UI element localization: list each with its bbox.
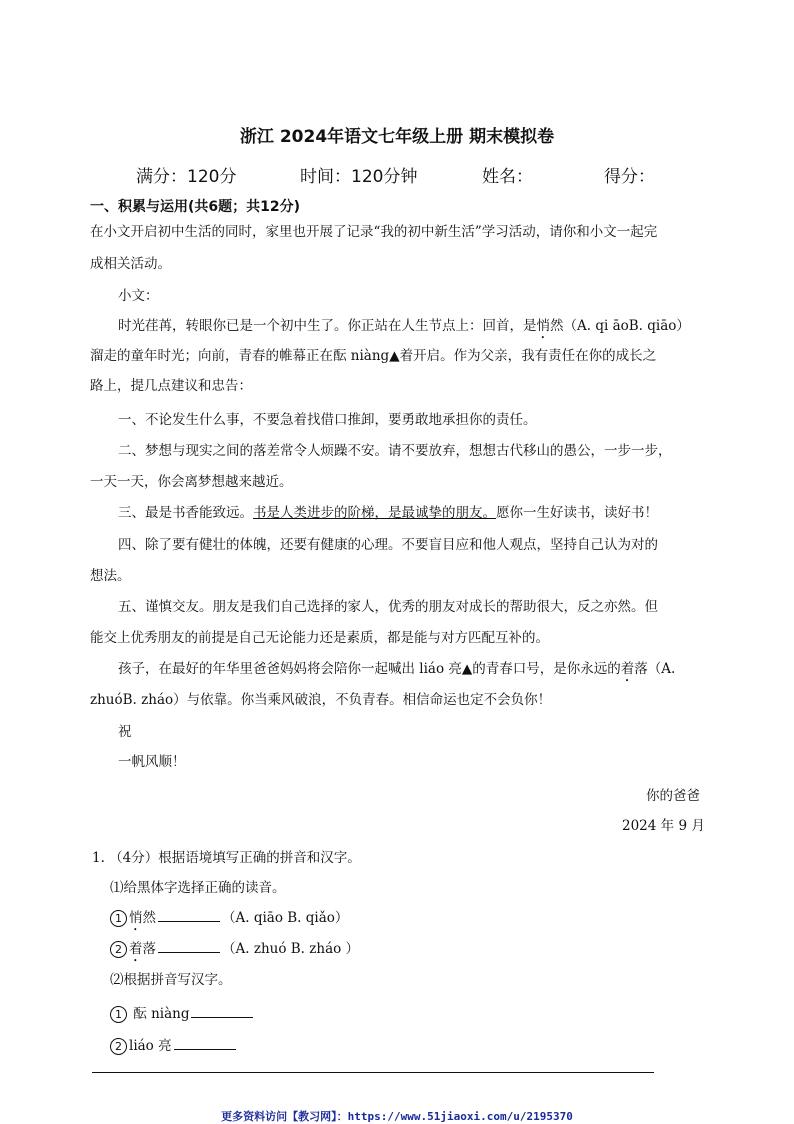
dotted-char: 悄 xyxy=(129,910,143,926)
answer-blank[interactable] xyxy=(158,907,220,922)
question-1-item-1 xyxy=(110,907,348,934)
letter-date: 2024 年 9 月 xyxy=(622,818,705,834)
question-1-sub-2: ⑵根据拼音写汉字。 xyxy=(110,972,232,988)
letter-p2: 一、不论发生什么事，不要急着找借口推卸，要勇敢地承担你的责任。 xyxy=(118,412,537,428)
question-1-stem: 1. （4分）根据语境填写正确的拼音和汉字。 xyxy=(92,850,361,866)
text-run: 时光荏苒，转眼你已是一个初中生了。你正站在人生节点上：回首，是 xyxy=(118,318,537,334)
letter-p3-line-2: 一天一天，你会离梦想越来越近。 xyxy=(90,474,293,490)
letter-p6-line-1: 五、谨慎交友。朋友是我们自己选择的家人，优秀的朋友对成长的帮助很大，反之亦然。但 xyxy=(118,599,658,615)
text-run: 然 xyxy=(142,910,156,926)
letter-p1-line-3: 路上，提几点建议和忠告： xyxy=(90,378,252,394)
answer-blank[interactable] xyxy=(158,938,220,953)
letter-p3-line-1: 二、梦想与现实之间的落差常令人烦躁不安。请不要放弃，想想古代移山的愚公，一步一步， xyxy=(118,443,672,459)
letter-wish: 一帆风顺！ xyxy=(118,754,186,770)
letter-p7-line-1 xyxy=(118,659,675,685)
letter-salutation: 小文： xyxy=(118,288,159,304)
intro-line-2: 成相关活动。 xyxy=(90,256,171,272)
footer-divider xyxy=(92,1072,654,1073)
text-run: 落（A. xyxy=(634,661,676,677)
dotted-char: 悄 xyxy=(536,318,550,334)
letter-p4 xyxy=(118,503,658,523)
section-heading: 一、积累与运用(共6题；共12分) xyxy=(90,199,301,215)
text-run: 酝 niàng xyxy=(129,1006,190,1022)
question-1-item-3 xyxy=(110,1003,255,1024)
question-1-item-2 xyxy=(110,938,359,965)
letter-p1-line-2: 溜走的童年时光；向前，青春的帷幕正在酝 niàng▲着开启。作为父亲，我有责任在你的成长之 xyxy=(90,348,657,364)
letter-p5-line-1: 四、除了要有健壮的体魄，还要有健康的心理。不要盲目应和他人观点，坚持自己认为对的 xyxy=(118,537,658,553)
circled-number: 2 xyxy=(110,941,127,958)
letter-p5-line-2: 想法。 xyxy=(90,568,131,584)
intro-line-1: 在小文开启初中生活的同时，家里也开展了记录“我的初中新生活”学习活动，请你和小文一起完 xyxy=(90,224,658,240)
text-run: 愿你一生好读书，读好书！ xyxy=(496,505,658,521)
letter-zhu: 祝 xyxy=(118,724,132,740)
score-label: 得分： xyxy=(604,167,655,187)
text-run: 三、最是书香能致远。 xyxy=(118,505,253,521)
text-run: liáo 亮 xyxy=(129,1038,172,1054)
text-run: 落 xyxy=(142,941,156,957)
circled-number: 1 xyxy=(110,910,127,927)
text-run: （A. qiāo B. qiǎo） xyxy=(222,910,349,926)
letter-p1-line-1 xyxy=(118,316,690,342)
circled-number: 2 xyxy=(110,1038,127,1055)
text-run: 孩子，在最好的年华里爸爸妈妈将会陪你一起喊出 liáo 亮▲的青春口号，是你永远的 xyxy=(118,661,621,677)
page-title: 浙江 2024年语文七年级上册 期末模拟卷 xyxy=(239,127,555,147)
letter-p7-line-2: zhuóB. zháo）与依靠。你当乘风破浪，不负青春。相信命运也定不会负你！ xyxy=(90,692,552,708)
circled-number: 1 xyxy=(110,1006,127,1023)
dotted-char: 着 xyxy=(620,661,635,677)
name-label: 姓名： xyxy=(482,167,533,187)
question-1-sub-1: ⑴给黑体字选择正确的读音。 xyxy=(110,880,286,896)
time-limit: 时间：120分钟 xyxy=(300,167,418,187)
dotted-char: 着 xyxy=(129,941,143,957)
text-run: 然（A. qi āoB. qiāo） xyxy=(550,318,690,334)
answer-blank[interactable] xyxy=(174,1035,236,1050)
underlined-sentence: 书是人类进步的阶梯，是最诚挚的朋友。 xyxy=(253,505,496,521)
text-run: （A. zhuó B. zháo ） xyxy=(222,941,360,957)
question-1-item-4 xyxy=(110,1035,238,1056)
letter-p6-line-2: 能交上优秀朋友的前提是自己无论能力还是素质，都是能与对方匹配互补的。 xyxy=(90,630,549,646)
answer-blank[interactable] xyxy=(191,1003,253,1018)
footer-link[interactable]: 更多资料访问【教习网】：https://www.51jiaoxi.com/u/2195370 xyxy=(221,1110,573,1123)
letter-signer: 你的爸爸 xyxy=(646,788,700,804)
full-score: 满分：120分 xyxy=(136,167,237,187)
